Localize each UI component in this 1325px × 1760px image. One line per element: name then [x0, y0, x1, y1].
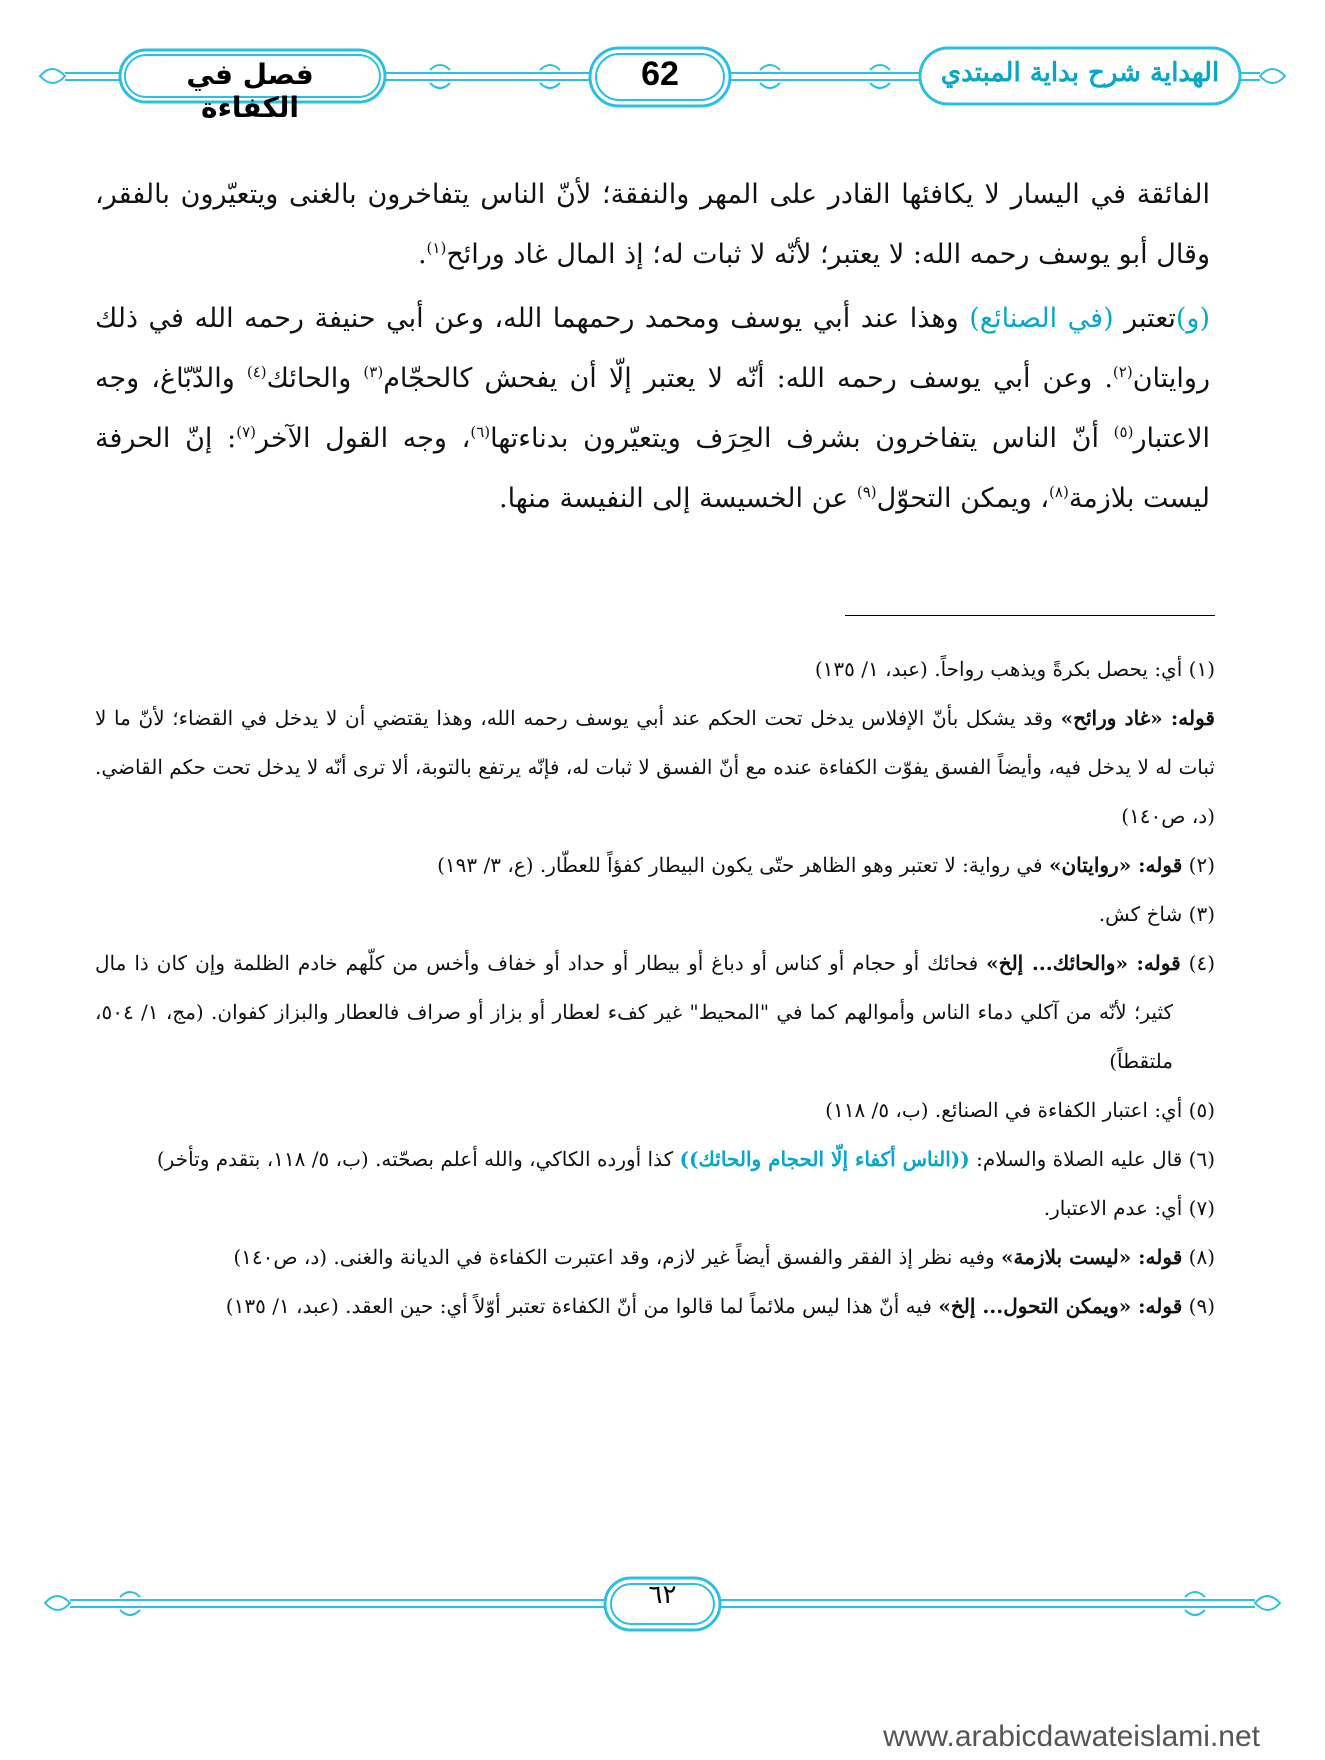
- footnote-9-number: (٩): [1182, 1294, 1215, 1318]
- footnote-8: [95, 1233, 1215, 1282]
- footer-page-number: ٦٢: [648, 1580, 677, 1610]
- footnote-9-keyword: قوله: «ويمكن التحول... إلخ»: [938, 1294, 1183, 1318]
- footnote-ref-1: (١): [426, 239, 447, 257]
- footnote-separator: [845, 615, 1215, 616]
- header-page-number: 62: [641, 55, 679, 93]
- footnote-3: (٣) شاخ كش.: [1098, 902, 1215, 926]
- p1-line-2: وقال أبو يوسف رحمه الله: لا يعتبر؛ لأنّه لا ثبات له؛ إذ المال غاد ورائح: [446, 239, 1210, 270]
- footnote-1-keyword: قوله: «غاد ورائح»: [1060, 706, 1215, 730]
- main-text: [95, 165, 1210, 533]
- footnote-9: [95, 1282, 1215, 1331]
- footnote-ref-3: (٣): [363, 363, 384, 381]
- p2-text-h: أنّ الناس يتفاخرون بشرف الحِرَف ويتعيّرون بدناءتها: [490, 423, 1114, 454]
- hadith-quote: ((الناس أكفاء إلّا الحجام والحائك)): [679, 1147, 970, 1171]
- footnote-ref-6: (٦): [470, 423, 491, 441]
- p2-text-e: . وعن أبي يوسف رحمه الله: أنّه لا يعتبر إلّا أن يفحش كالحجّام: [383, 363, 1113, 394]
- footnote-6: [95, 1135, 1215, 1184]
- footnote-1-commentary-text: وقد يشكل بأنّ الإفلاس يدخل تحت الحكم عند أبي يوسف رحمه الله، وهذا يقتضي أن لا يدخل في القضاء؛ لأنّ ما لا ثبات له لا يدخل فيه، وأيضاً الفسق يفوّت الكفاءة عنده مع أنّ الفسق لا ثبات له، فإنّه يرتفع بالتوبة، ألا ترى أنّه لا يدخل تحت حكم القاضي. (د، ص١٤٠): [95, 706, 1215, 828]
- paragraph-2: [95, 289, 1210, 529]
- footnote-2-number: (٢): [1182, 853, 1215, 877]
- footnote-2-text: في رواية: لا تعتبر وهو الظاهر حتّى يكون البيطار كفؤاً للعطّار. (ع، ٣/ ١٩٣): [437, 853, 1049, 877]
- footnote-8-keyword: قوله: «ليست بلازمة»: [1001, 1245, 1183, 1269]
- p2-text-k: ، ويمكن التحوّل: [876, 483, 1050, 514]
- footnote-ref-2: (٢): [1112, 363, 1133, 381]
- footnotes: [95, 645, 1215, 1331]
- footnote-2: [95, 841, 1215, 890]
- matn-phrase: (في الصنائع): [969, 303, 1114, 334]
- book-title-logo: الهداية شرح بداية المبتدي: [940, 58, 1220, 88]
- footnote-9-text: فيه أنّ هذا ليس ملائماً لما قالوا من أنّ الكفاءة تعتبر أوّلاً أي: حين العقد. (عبد، ١/ ١٣٥): [225, 1294, 939, 1318]
- website-url[interactable]: www.arabicdawateislami.net: [883, 1720, 1260, 1753]
- footnote-5: (٥) أي: اعتبار الكفاءة في الصنائع. (ب، ٥/ ١١٨): [825, 1098, 1215, 1122]
- footnote-2-keyword: قوله: «روايتان»: [1048, 853, 1183, 877]
- footnote-1: (١) أي: يحصل بكرةً ويذهب رواحاً. (عبد، ١/ ١٣٥): [814, 657, 1215, 681]
- p2-text-d: وهذا عند أبي يوسف ومحمد رحمهما الله، وعن أبي حنيفة رحمه الله في ذلك روايتان: [95, 303, 1210, 394]
- footnote-4-number: (٤): [1180, 951, 1215, 975]
- p2-text-j: : إنّ الحرفة ليست بلازمة: [95, 423, 1210, 514]
- p2-text-b: تعتبر: [1113, 303, 1176, 334]
- matn-marker: (و): [1175, 303, 1210, 334]
- footnote-ref-9: (٩): [856, 483, 877, 501]
- footnote-6-text-b: كذا أورده الكاكي، والله أعلم بصحّته. (ب، ٥/ ١١٨، بتقدم وتأخر): [156, 1147, 680, 1171]
- footnote-7: (٧) أي: عدم الاعتبار.: [1043, 1196, 1215, 1220]
- p2-text-i: ، وجه القول الآخر: [255, 423, 471, 454]
- p2-text-g: والدّبّاغ، وجه الاعتبار: [95, 363, 1211, 454]
- footnote-4: [95, 939, 1215, 1086]
- footnote-6-text-a: (٦) قال عليه الصلاة والسلام:: [969, 1147, 1215, 1171]
- p1-line-1: الفائقة في اليسار لا يكافئها القادر على المهر والنفقة؛ لأنّ الناس يتفاخرون بالغنى ويتعيّرون بالفقر،: [95, 179, 1210, 210]
- chapter-title: فصل في الكفاءة: [186, 58, 314, 124]
- p2-text-l: عن الخسيسة إلى النفيسة منها.: [499, 483, 857, 514]
- footnote-4-keyword: قوله: «والحائك... إلخ»: [986, 951, 1181, 975]
- footnote-ref-7: (٧): [236, 423, 256, 441]
- p2-text-f: والحائك: [266, 363, 364, 394]
- footnote-8-number: (٨): [1182, 1245, 1215, 1269]
- footnote-ref-4: (٤): [246, 363, 267, 381]
- footnote-ref-8: (٨): [1049, 483, 1069, 501]
- footnote-4-text: فحائك أو حجام أو كناس أو دباغ أو بيطار أو حداد أو خفاف وأخس من كلّهم خادم الظلمة وإن كان ذا مال كثير؛ لأنّه من آكلي دماء الناس وأموالهم كما في "المحيط" غير كفء لعطار أو بزاز أو صراف فالعطار والبزاز كفوان. (مج، ١/ ٥٠٤، ملتقطاً): [95, 951, 1173, 1073]
- footnote-ref-5: (٥): [1113, 423, 1134, 441]
- paragraph-1: الفائقة في اليسار لا يكافئها القادر على المهر والنفقة؛ لأنّ الناس يتفاخرون بالغنى ويتعيّرون بالفقر، وقال أبو يوسف رحمه الله: لا يعتبر؛ لأنّه لا ثبات له؛ إذ المال غاد ورائح$^{(١)}$.: [95, 179, 1210, 270]
- footnote-1-commentary: [95, 694, 1215, 841]
- footnote-8-text: وفيه نظر إذ الفقر والفسق أيضاً غير لازم، وقد اعتبرت الكفاءة في الديانة والغنى. (د، ص١٤٠): [233, 1245, 1002, 1269]
